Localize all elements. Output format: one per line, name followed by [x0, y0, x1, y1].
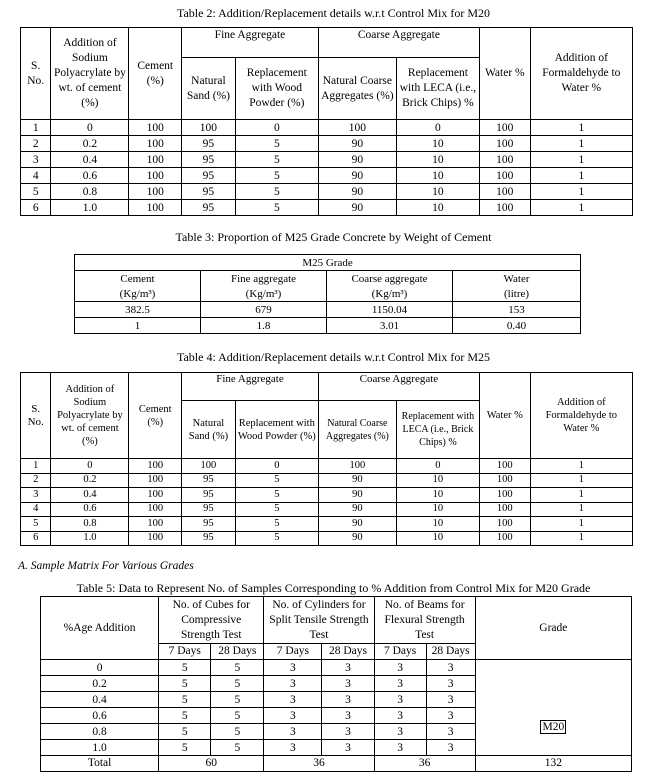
- table-cell: 2: [21, 136, 51, 152]
- col-wood-powder: Replacement with Wood Powder (%): [235, 401, 318, 459]
- col-natural-coarse: Natural Coarse Aggregates (%): [318, 58, 396, 120]
- col-natural-coarse: Natural Coarse Aggregates (%): [318, 401, 396, 459]
- table-cell: 3: [322, 660, 374, 676]
- table-cell: 0: [396, 459, 479, 474]
- table-cell: 95: [182, 473, 236, 488]
- table-cell: 95: [182, 168, 236, 184]
- col-sno: S. No.: [21, 28, 51, 120]
- table-cell: 100: [129, 502, 182, 517]
- table-cell: 5: [211, 676, 264, 692]
- col-cylinders: No. of Cylinders for Split Tensile Strength Test: [264, 597, 374, 644]
- col-fine-aggregate: Fine Aggregate: [182, 373, 319, 401]
- col-cubes: No. of Cubes for Compressive Strength Test: [159, 597, 264, 644]
- table-cell: 100: [129, 184, 182, 200]
- table-cell: 1: [530, 459, 632, 474]
- table-cell: 0.6: [51, 502, 129, 517]
- table-cell: 90: [318, 517, 396, 532]
- table-cell: 100: [479, 120, 530, 136]
- table-cell: 5: [211, 724, 264, 740]
- table-cell: 100: [129, 168, 182, 184]
- table-cell: 5: [159, 676, 211, 692]
- table-cell: 1: [21, 459, 51, 474]
- table-row: [75, 302, 581, 318]
- col-beams: No. of Beams for Flexural Strength Test: [374, 597, 475, 644]
- total-beams: 36: [374, 756, 475, 772]
- table-cell: 1: [530, 473, 632, 488]
- table-cell: 0.4: [41, 692, 159, 708]
- table-cell: 100: [318, 459, 396, 474]
- table-cell: 3: [322, 740, 374, 756]
- table-cell: 3: [374, 708, 426, 724]
- table-cell: 1.8: [201, 318, 327, 334]
- unit-fine: (Kg/m³): [201, 286, 327, 302]
- table-cell: 0: [41, 660, 159, 676]
- cylinders-28-days: 28 Days: [322, 644, 374, 660]
- table-cell: 3: [426, 660, 475, 676]
- total-grade: 132: [475, 756, 631, 772]
- table-cell: 5: [211, 708, 264, 724]
- table-cell: 100: [479, 200, 530, 216]
- table-cell: 0.40: [453, 318, 581, 334]
- table-cell: 0: [235, 120, 318, 136]
- table-cell: 100: [129, 152, 182, 168]
- table-cell: 1: [75, 318, 201, 334]
- table-cell: 5: [235, 488, 318, 503]
- table-cell: 1: [530, 502, 632, 517]
- table-cell: 1.0: [41, 740, 159, 756]
- table3-caption: Table 3: Proportion of M25 Grade Concrete by Weight of Cement: [175, 230, 492, 244]
- table-cell: 95: [182, 531, 236, 546]
- table-cell: 5: [159, 692, 211, 708]
- table-cell: 1: [530, 184, 632, 200]
- table-cell: 100: [479, 531, 530, 546]
- table-cell: 10: [396, 136, 479, 152]
- table-cell: 5: [235, 200, 318, 216]
- table-row: [75, 318, 581, 334]
- table-cell: 5: [235, 473, 318, 488]
- grade-header: M25 Grade: [75, 255, 581, 271]
- table-row: [21, 200, 633, 216]
- table-cell: 100: [129, 136, 182, 152]
- table-cell: 95: [182, 488, 236, 503]
- table-cell: 5: [235, 531, 318, 546]
- table-cell: 5: [211, 740, 264, 756]
- table3: [74, 254, 581, 334]
- table-row: [21, 152, 633, 168]
- table-row: [21, 136, 633, 152]
- table-cell: 95: [182, 136, 236, 152]
- cubes-28-days: 28 Days: [211, 644, 264, 660]
- table-row: [21, 473, 633, 488]
- total-cylinders: 36: [264, 756, 374, 772]
- cubes-7-days: 7 Days: [159, 644, 211, 660]
- table-cell: 5: [159, 724, 211, 740]
- col-coarse-aggregate: Coarse aggregate: [327, 271, 453, 287]
- col-leca: Replacement with LECA (i.e., Brick Chips) %: [396, 401, 479, 459]
- table-cell: 4: [21, 168, 51, 184]
- grade-cell: [475, 660, 631, 756]
- table-cell: 0.8: [41, 724, 159, 740]
- beams-7-days: 7 Days: [374, 644, 426, 660]
- table-cell: 100: [479, 152, 530, 168]
- table-cell: 3: [426, 724, 475, 740]
- table-cell: 6: [21, 200, 51, 216]
- table-cell: 2: [21, 473, 51, 488]
- table-cell: 0.4: [51, 152, 129, 168]
- table-cell: 90: [318, 184, 396, 200]
- table-cell: 90: [318, 531, 396, 546]
- col-addition: Addition of Sodium Polyacrylate by wt. of cement (%): [51, 373, 129, 459]
- table-row: [21, 184, 633, 200]
- table2-caption: Table 2: Addition/Replacement details w.r.t Control Mix for M20: [176, 6, 490, 20]
- table-cell: 1: [530, 531, 632, 546]
- table-cell: 100: [129, 459, 182, 474]
- col-cement: Cement (%): [129, 373, 182, 459]
- col-cement: Cement (%): [129, 28, 182, 120]
- table-row: [21, 517, 633, 532]
- col-coarse-aggregate: Coarse Aggregate: [318, 28, 479, 58]
- table-row: [21, 531, 633, 546]
- table-cell: 3: [426, 676, 475, 692]
- table-cell: 4: [21, 502, 51, 517]
- col-fine-aggregate: Fine aggregate: [201, 271, 327, 287]
- table-cell: 1: [530, 168, 632, 184]
- table-cell: 0.2: [41, 676, 159, 692]
- col-sno: S. No.: [21, 373, 51, 459]
- total-label: Total: [41, 756, 159, 772]
- table-cell: 100: [129, 531, 182, 546]
- col-water: Water %: [479, 373, 530, 459]
- table-cell: 95: [182, 502, 236, 517]
- table-cell: 10: [396, 473, 479, 488]
- table-cell: 10: [396, 502, 479, 517]
- table-cell: 3: [426, 740, 475, 756]
- table-cell: 100: [129, 517, 182, 532]
- table-cell: 95: [182, 184, 236, 200]
- table-cell: 5: [159, 660, 211, 676]
- table-cell: 10: [396, 184, 479, 200]
- table-row: [21, 488, 633, 503]
- table-cell: 0.2: [51, 473, 129, 488]
- col-addition: Addition of Sodium Polyacrylate by wt. of cement (%): [51, 28, 129, 120]
- table-cell: 1: [530, 120, 632, 136]
- table-cell: 90: [318, 168, 396, 184]
- table-cell: 1: [530, 200, 632, 216]
- unit-water: (litre): [453, 286, 581, 302]
- table-cell: 0: [51, 120, 129, 136]
- table-cell: 0: [51, 459, 129, 474]
- table-cell: 100: [479, 502, 530, 517]
- col-coarse-aggregate: Coarse Aggregate: [318, 373, 479, 401]
- table-cell: 10: [396, 531, 479, 546]
- table-cell: 100: [318, 120, 396, 136]
- table-row: [41, 660, 632, 676]
- table-row: [21, 168, 633, 184]
- section-heading: A. Sample Matrix For Various Grades: [18, 560, 194, 572]
- table-cell: 5: [235, 152, 318, 168]
- cylinders-7-days: 7 Days: [264, 644, 322, 660]
- table4-body: [21, 459, 633, 546]
- table-cell: 90: [318, 200, 396, 216]
- table-cell: 5: [235, 502, 318, 517]
- table-cell: 5: [211, 692, 264, 708]
- table-cell: 3: [264, 740, 322, 756]
- col-leca: Replacement with LECA (i.e., Brick Chips) %: [396, 58, 479, 120]
- table-cell: 3: [264, 724, 322, 740]
- table-cell: 90: [318, 502, 396, 517]
- table-cell: 100: [129, 120, 182, 136]
- table-cell: 95: [182, 152, 236, 168]
- table-cell: 5: [211, 660, 264, 676]
- table-cell: 10: [396, 152, 479, 168]
- table-cell: 100: [479, 459, 530, 474]
- table5: [40, 596, 632, 772]
- table-cell: 3: [374, 724, 426, 740]
- col-age-addition: %Age Addition: [41, 597, 159, 660]
- table-cell: 3: [264, 660, 322, 676]
- grade-value: M20: [542, 720, 565, 733]
- table-cell: 3: [322, 692, 374, 708]
- table-cell: 10: [396, 517, 479, 532]
- table-cell: 5: [235, 136, 318, 152]
- table-cell: 100: [129, 473, 182, 488]
- table-cell: 0.6: [51, 168, 129, 184]
- table-cell: 1: [530, 517, 632, 532]
- table-cell: 3: [264, 708, 322, 724]
- col-water: Water: [453, 271, 581, 287]
- table-cell: 679: [201, 302, 327, 318]
- table-cell: 90: [318, 473, 396, 488]
- unit-coarse: (Kg/m³): [327, 286, 453, 302]
- table2: [20, 27, 633, 216]
- table-cell: 3: [374, 660, 426, 676]
- col-formaldehyde: Addition of Formaldehyde to Water %: [530, 373, 632, 459]
- table-cell: 3: [374, 692, 426, 708]
- table-cell: 0: [235, 459, 318, 474]
- col-natural-sand: Natural Sand (%): [182, 401, 236, 459]
- table-cell: 0.4: [51, 488, 129, 503]
- col-formaldehyde: Addition of Formaldehyde to Water %: [530, 28, 632, 120]
- table-row: [21, 459, 633, 474]
- col-wood-powder: Replacement with Wood Powder (%): [235, 58, 318, 120]
- table-cell: 5: [235, 168, 318, 184]
- table-cell: 100: [129, 200, 182, 216]
- table-cell: 1: [530, 136, 632, 152]
- table-cell: 1: [530, 488, 632, 503]
- table-cell: 3: [21, 488, 51, 503]
- table-cell: 5: [235, 517, 318, 532]
- unit-cement: (Kg/m³): [75, 286, 201, 302]
- beams-28-days: 28 Days: [426, 644, 475, 660]
- table5-body: [41, 660, 632, 756]
- table-cell: 382.5: [75, 302, 201, 318]
- table-cell: 100: [479, 488, 530, 503]
- table-cell: 3: [374, 676, 426, 692]
- table-cell: 10: [396, 488, 479, 503]
- table-cell: 95: [182, 200, 236, 216]
- table-cell: 0.8: [51, 184, 129, 200]
- table-cell: 5: [159, 708, 211, 724]
- col-fine-aggregate: Fine Aggregate: [182, 28, 319, 58]
- table-cell: 100: [479, 184, 530, 200]
- table2-body: [21, 120, 633, 216]
- col-grade: Grade: [475, 597, 631, 660]
- table-cell: 5: [235, 184, 318, 200]
- table-cell: 0.8: [51, 517, 129, 532]
- table4: [20, 372, 633, 546]
- table-cell: 3: [322, 676, 374, 692]
- table-cell: 6: [21, 531, 51, 546]
- table-cell: 153: [453, 302, 581, 318]
- table-cell: 5: [21, 184, 51, 200]
- table-cell: 100: [129, 488, 182, 503]
- table-row: [21, 120, 633, 136]
- table-cell: 10: [396, 168, 479, 184]
- table-cell: 3.01: [327, 318, 453, 334]
- table-cell: 100: [479, 473, 530, 488]
- table-cell: 0: [396, 120, 479, 136]
- table-cell: 5: [159, 740, 211, 756]
- table-cell: 100: [479, 168, 530, 184]
- table-cell: 3: [426, 692, 475, 708]
- table5-caption: Table 5: Data to Represent No. of Samples Corresponding to % Addition from Control Mix for M20 Grade: [76, 581, 591, 595]
- table-cell: 1: [530, 152, 632, 168]
- table-cell: 100: [479, 517, 530, 532]
- table4-caption: Table 4: Addition/Replacement details w.r.t Control Mix for M25: [176, 350, 490, 364]
- col-water: Water %: [479, 28, 530, 120]
- total-cubes: 60: [159, 756, 264, 772]
- table-row: [21, 502, 633, 517]
- table-cell: 100: [182, 120, 236, 136]
- table-cell: 1.0: [51, 200, 129, 216]
- table-cell: 10: [396, 200, 479, 216]
- table-cell: 100: [479, 136, 530, 152]
- col-cement: Cement: [75, 271, 201, 287]
- table-cell: 3: [374, 740, 426, 756]
- table-cell: 3: [264, 692, 322, 708]
- table-cell: 3: [21, 152, 51, 168]
- table-cell: 1.0: [51, 531, 129, 546]
- col-natural-sand: Natural Sand (%): [182, 58, 236, 120]
- table-cell: 1150.04: [327, 302, 453, 318]
- table-cell: 100: [182, 459, 236, 474]
- table-cell: 0.2: [51, 136, 129, 152]
- table3-body: [75, 302, 581, 334]
- table-cell: 0.6: [41, 708, 159, 724]
- table-cell: 1: [21, 120, 51, 136]
- table-cell: 3: [264, 676, 322, 692]
- table-cell: 90: [318, 136, 396, 152]
- table-cell: 90: [318, 152, 396, 168]
- table-cell: 90: [318, 488, 396, 503]
- table-cell: 95: [182, 517, 236, 532]
- table-cell: 3: [322, 724, 374, 740]
- table-cell: 5: [21, 517, 51, 532]
- table-cell: 3: [322, 708, 374, 724]
- table-cell: 3: [426, 708, 475, 724]
